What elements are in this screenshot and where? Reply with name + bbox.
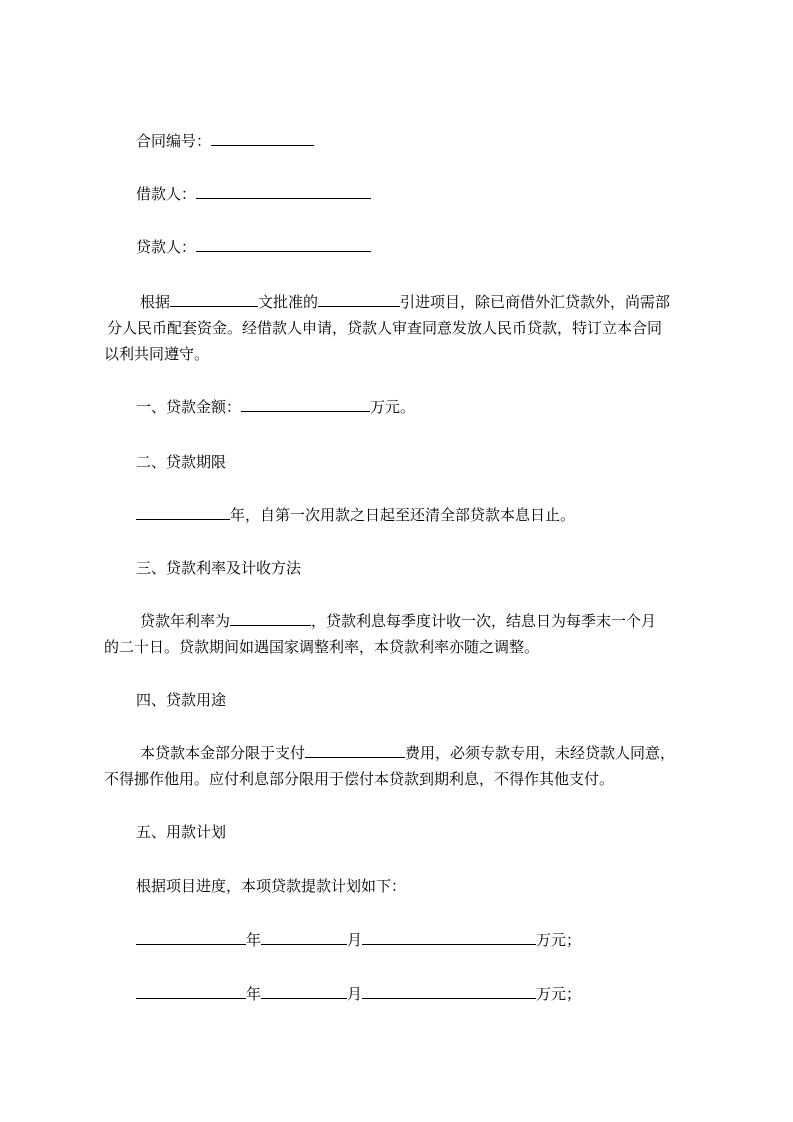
drawdown-row: [136, 930, 581, 950]
drawdown-intro: 根据项目进度，本项贷款提款计划如下：: [136, 877, 407, 895]
borrower-line: [136, 184, 371, 204]
lender-label: 贷款人：: [136, 238, 197, 256]
borrower-label: 借款人：: [136, 185, 197, 203]
contract-number-line: [136, 131, 314, 151]
month-label: 月: [347, 931, 363, 949]
section-4-heading: 四、贷款用途: [136, 691, 227, 709]
project-name-blank[interactable]: [318, 292, 400, 307]
intro-text-3: 引进项目，除已商借外汇贷款外，尚需部: [400, 293, 671, 311]
drawdown-month-blank[interactable]: [261, 984, 347, 999]
year-label: 年: [246, 931, 262, 949]
loan-amount-blank[interactable]: [241, 397, 370, 412]
amount-unit: 万元；: [536, 931, 582, 949]
interest-text-1: 贷款年利率为: [140, 612, 231, 630]
contract-number-blank[interactable]: [211, 131, 314, 146]
intro-line-1: [140, 292, 670, 312]
contract-number-label: 合同编号：: [136, 132, 212, 150]
approval-document-blank[interactable]: [170, 292, 258, 307]
month-label: 月: [347, 985, 363, 1003]
drawdown-year-blank[interactable]: [136, 984, 246, 999]
intro-line-2: 分人民币配套资金。经借款人申请，贷款人审查同意发放人民币贷款，特订立本合同: [107, 319, 663, 337]
interest-text-2: ，贷款利息每季度计收一次，结息日为每季末一个月: [311, 612, 657, 630]
purpose-line-1: [140, 743, 675, 763]
interest-line-2: 的二十日。贷款期间如遇国家调整利率，本贷款利率亦随之调整。: [104, 638, 540, 656]
intro-text-1: 根据: [140, 293, 171, 311]
loan-term-line: [136, 505, 575, 525]
loan-term-text: 年，自第一次用款之日起至还清全部贷款本息日止。: [230, 506, 576, 524]
purpose-text-1: 本贷款本金部分限于支付: [140, 744, 306, 762]
section-2-heading: 二、贷款期限: [136, 453, 227, 471]
section-3-heading: 三、贷款利率及计收方法: [136, 559, 302, 577]
lender-blank[interactable]: [196, 237, 371, 252]
loan-amount-unit: 万元。: [370, 398, 416, 416]
drawdown-amount-blank[interactable]: [362, 930, 536, 945]
purpose-line-2: 不得挪作他用。应付利息部分限用于偿付本贷款到期利息，不得作其他支付。: [104, 770, 615, 788]
interest-rate-blank[interactable]: [230, 611, 311, 626]
drawdown-row: [136, 984, 581, 1004]
purpose-blank[interactable]: [305, 743, 405, 758]
intro-line-3: 以利共同遵守。: [104, 345, 210, 363]
year-label: 年: [246, 985, 262, 1003]
intro-text-2: 文批准的: [258, 293, 319, 311]
lender-line: [136, 237, 371, 257]
section-5-heading: 五、用款计划: [136, 823, 227, 841]
drawdown-month-blank[interactable]: [261, 930, 347, 945]
loan-amount-label: 一、贷款金额：: [136, 398, 242, 416]
interest-line-1: [140, 611, 656, 631]
borrower-blank[interactable]: [196, 184, 371, 199]
purpose-text-2: 费用，必须专款专用，未经贷款人同意，: [405, 744, 676, 762]
amount-unit: 万元；: [536, 985, 582, 1003]
loan-term-blank[interactable]: [136, 505, 230, 520]
drawdown-amount-blank[interactable]: [362, 984, 536, 999]
drawdown-year-blank[interactable]: [136, 930, 246, 945]
section-1-line: [136, 397, 415, 417]
